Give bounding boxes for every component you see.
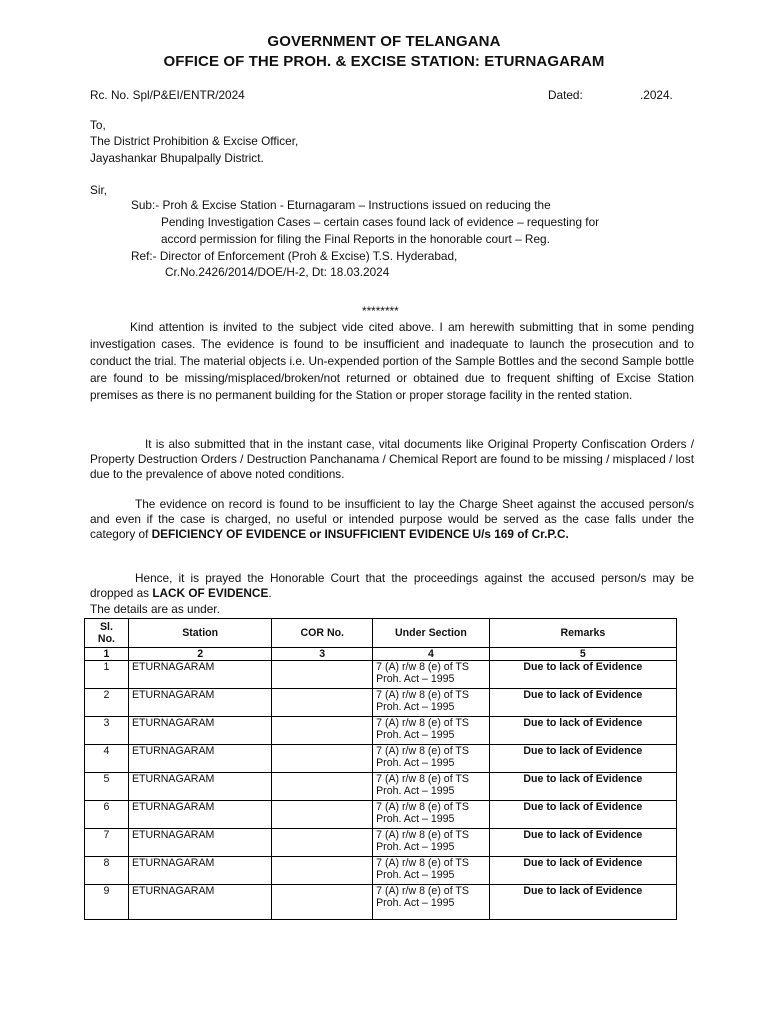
table-row <box>85 773 677 801</box>
address-line-1: The District Prohibition & Excise Officer, <box>90 134 299 148</box>
column-number: 1 <box>85 648 129 661</box>
row-section-line-1: 7 (A) r/w 8 (e) of TS <box>376 773 469 785</box>
case-details-table <box>84 618 677 920</box>
column-number-row <box>85 648 677 661</box>
row-sl-no: 5 <box>85 773 129 801</box>
table-row <box>85 661 677 689</box>
row-section-line-1: 7 (A) r/w 8 (e) of TS <box>376 661 469 673</box>
row-remarks: Due to lack of Evidence <box>489 885 676 920</box>
row-section-line-1: 7 (A) r/w 8 (e) of TS <box>376 717 469 729</box>
row-station: ETURNAGARAM <box>128 773 271 801</box>
row-sl-no: 9 <box>85 885 129 920</box>
row-cor-no <box>272 885 373 920</box>
row-section-line-1: 7 (A) r/w 8 (e) of TS <box>376 801 469 813</box>
header-under-section: Under Section <box>373 619 490 648</box>
row-section-line-2: Proh. Act – 1995 <box>376 673 455 685</box>
row-section-line-2: Proh. Act – 1995 <box>376 841 455 853</box>
row-section-line-1: 7 (A) r/w 8 (e) of TS <box>376 829 469 841</box>
paragraph-4-end: . <box>268 586 272 600</box>
row-under-section <box>373 773 490 801</box>
row-sl-no: 3 <box>85 717 129 745</box>
address-to: To, <box>90 118 106 132</box>
header-sl-line-1: Sl. <box>99 621 113 633</box>
paragraph-1-text: Kind attention is invited to the subject vide cited above. I am herewith submitting that in some pending investigation cases. The evidence is found to be insufficient and inadequate to launch the prosecution and to conduct the trial. The material objects i.e. Un-expended portion of the Sample Bottles and the second Sample bottle are found to be missing/misplaced/broken/not returned or obtained due to frequent shifting of Excise Station premises as there is no permanent building for the Station or proper storage facility in the rented station. <box>90 320 694 402</box>
paragraph-3-bold: DEFICIENCY OF EVIDENCE or INSUFFICIENT EVIDENCE U/s 169 of Cr.P.C. <box>151 527 569 541</box>
row-section-line-2: Proh. Act – 1995 <box>376 813 455 825</box>
row-cor-no <box>272 689 373 717</box>
header-government: GOVERNMENT OF TELANGANA <box>267 33 501 50</box>
paragraph-1 <box>90 319 694 404</box>
subject-line-3: accord permission for filing the Final Reports in the honorable court – Reg. <box>161 232 550 246</box>
row-remarks: Due to lack of Evidence <box>489 857 676 885</box>
header-station: Station <box>128 619 271 648</box>
paragraph-3 <box>90 497 694 542</box>
row-sl-no: 1 <box>85 661 129 689</box>
header-sl-line-2: No. <box>97 633 115 645</box>
row-sl-no: 4 <box>85 745 129 773</box>
table-row <box>85 857 677 885</box>
header-sl-no <box>85 619 129 648</box>
row-remarks: Due to lack of Evidence <box>489 829 676 857</box>
row-section-line-2: Proh. Act – 1995 <box>376 869 455 881</box>
table-row <box>85 829 677 857</box>
row-cor-no <box>272 773 373 801</box>
row-sl-no: 8 <box>85 857 129 885</box>
table-row <box>85 885 677 920</box>
header-remarks: Remarks <box>489 619 676 648</box>
row-cor-no <box>272 829 373 857</box>
address-line-2: Jayashankar Bhupalpally District. <box>90 151 264 165</box>
row-under-section <box>373 745 490 773</box>
column-number: 2 <box>128 648 271 661</box>
row-under-section <box>373 801 490 829</box>
table-row <box>85 801 677 829</box>
row-cor-no <box>272 661 373 689</box>
row-cor-no <box>272 745 373 773</box>
paragraph-4 <box>90 571 694 601</box>
row-remarks: Due to lack of Evidence <box>489 745 676 773</box>
row-section-line-1: 7 (A) r/w 8 (e) of TS <box>376 885 469 897</box>
row-section-line-1: 7 (A) r/w 8 (e) of TS <box>376 857 469 869</box>
table-row <box>85 689 677 717</box>
salutation: Sir, <box>90 183 108 197</box>
row-remarks: Due to lack of Evidence <box>489 801 676 829</box>
row-remarks: Due to lack of Evidence <box>489 773 676 801</box>
row-under-section <box>373 829 490 857</box>
row-section-line-1: 7 (A) r/w 8 (e) of TS <box>376 689 469 701</box>
row-cor-no <box>272 801 373 829</box>
row-section-line-2: Proh. Act – 1995 <box>376 897 455 909</box>
subject-line-1: Sub:- Proh & Excise Station - Eturnagaram – Instructions issued on reducing the <box>131 198 551 212</box>
table-header-row <box>85 619 677 648</box>
row-station: ETURNAGARAM <box>128 661 271 689</box>
paragraph-4-text: Hence, it is prayed the Honorable Court that the proceedings against the accused person/s may be dropped as <box>90 571 694 600</box>
row-station: ETURNAGARAM <box>128 801 271 829</box>
column-number: 5 <box>489 648 676 661</box>
row-section-line-2: Proh. Act – 1995 <box>376 757 455 769</box>
row-section-line-1: 7 (A) r/w 8 (e) of TS <box>376 745 469 757</box>
details-intro: The details are as under. <box>90 602 220 616</box>
paragraph-2 <box>90 437 694 482</box>
row-remarks: Due to lack of Evidence <box>489 661 676 689</box>
row-under-section <box>373 885 490 920</box>
dated-value: .2024. <box>640 88 673 102</box>
paragraph-2-text: It is also submitted that in the instant case, vital documents like Original Property Confiscation Orders / Property Destruction Orders / Destruction Panchanama / Chemical Report are found to be missing / misplaced / lost due to the prevalence of above noted conditions. <box>90 437 694 481</box>
row-cor-no <box>272 717 373 745</box>
row-station: ETURNAGARAM <box>128 857 271 885</box>
column-number: 3 <box>272 648 373 661</box>
column-number: 4 <box>373 648 490 661</box>
row-sl-no: 7 <box>85 829 129 857</box>
row-sl-no: 6 <box>85 801 129 829</box>
dated-label: Dated: <box>548 88 583 102</box>
separator: ******** <box>362 304 399 318</box>
row-station: ETURNAGARAM <box>128 717 271 745</box>
subject-line-2: Pending Investigation Cases – certain cases found lack of evidence – requesting for <box>161 215 600 229</box>
row-station: ETURNAGARAM <box>128 689 271 717</box>
reference-line-2: Cr.No.2426/2014/DOE/H-2, Dt: 18.03.2024 <box>165 265 390 279</box>
row-under-section <box>373 689 490 717</box>
header-cor-no: COR No. <box>272 619 373 648</box>
table-row <box>85 745 677 773</box>
row-station: ETURNAGARAM <box>128 829 271 857</box>
row-section-line-2: Proh. Act – 1995 <box>376 701 455 713</box>
row-under-section <box>373 857 490 885</box>
row-sl-no: 2 <box>85 689 129 717</box>
row-section-line-2: Proh. Act – 1995 <box>376 785 455 797</box>
reference-line-1: Ref:- Director of Enforcement (Proh & Excise) T.S. Hyderabad, <box>131 249 458 263</box>
row-station: ETURNAGARAM <box>128 885 271 920</box>
row-under-section <box>373 717 490 745</box>
header-office: OFFICE OF THE PROH. & EXCISE STATION: ETURNAGARAM <box>163 53 605 70</box>
rc-number: Rc. No. Spl/P&EI/ENTR/2024 <box>90 88 245 102</box>
row-station: ETURNAGARAM <box>128 745 271 773</box>
table-row <box>85 717 677 745</box>
row-remarks: Due to lack of Evidence <box>489 689 676 717</box>
row-cor-no <box>272 857 373 885</box>
paragraph-4-bold: LACK OF EVIDENCE <box>152 586 269 600</box>
row-remarks: Due to lack of Evidence <box>489 717 676 745</box>
row-section-line-2: Proh. Act – 1995 <box>376 729 455 741</box>
row-under-section <box>373 661 490 689</box>
paragraph-3-text: The evidence on record is found to be insufficient to lay the Charge Sheet against the accused person/s and even if the case is charged, no useful or intended purpose would be served as the case falls under the category of <box>90 497 694 541</box>
